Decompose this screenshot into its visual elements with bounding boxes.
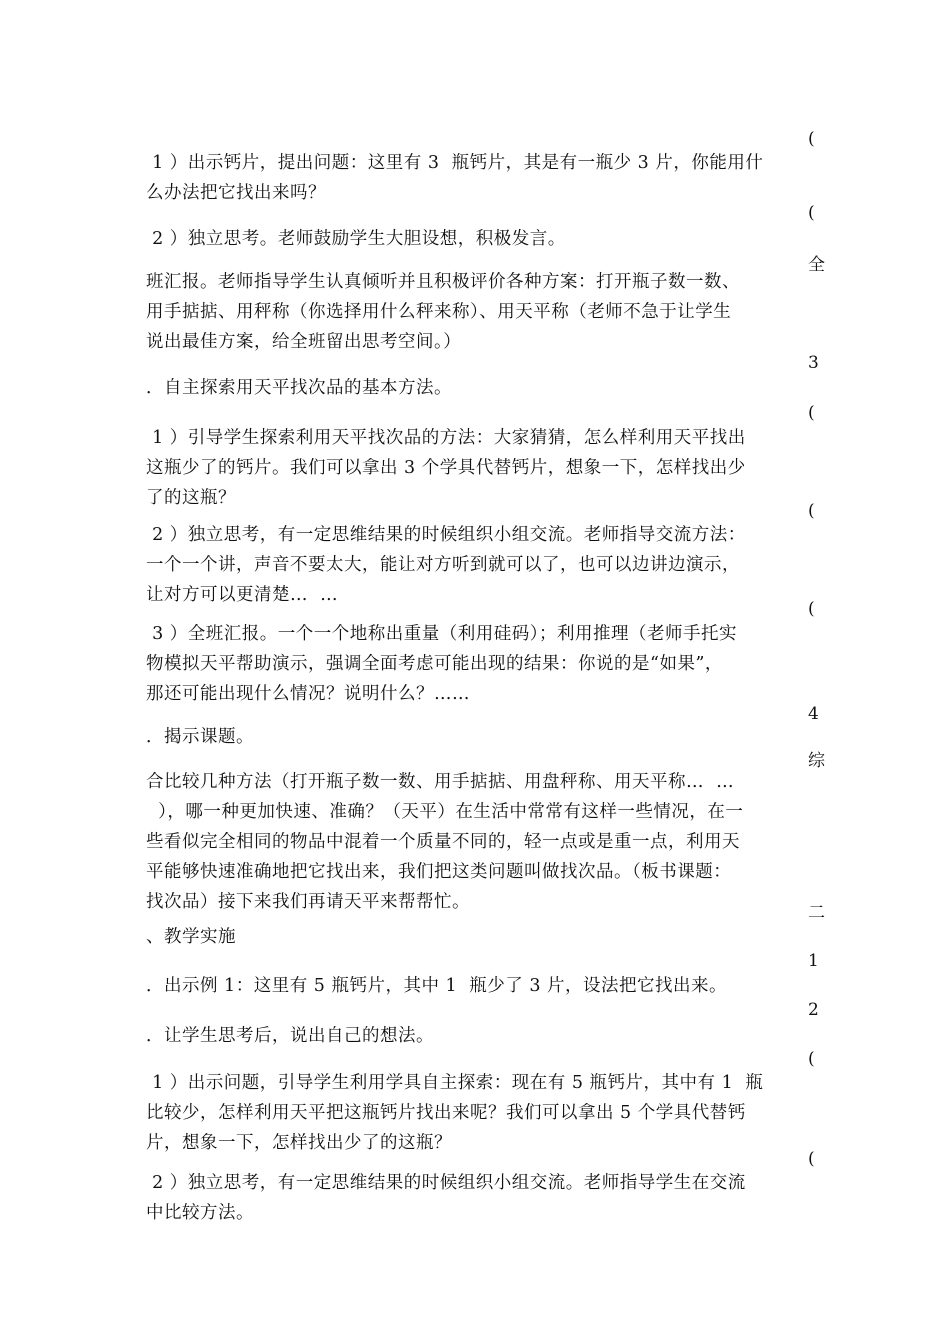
paragraph-marker: 全 [808, 255, 825, 275]
paragraph-text: 合比较几种方法（打开瓶子数一数、用手掂掂、用盘秤称、用天平称… … ），哪一种更加快速、准确？（天平）在生活中常常有这样一些情况，在一 些看似完全相同的物品中混着一个质量不同的，轻一点或是重一点，利用天 平能够快速准确地把它找出来，我们把这类问题叫做找次品。（板书课题： 找次品）接下来我们再请天平来帮帮忙。 [146, 772, 744, 912]
paragraph-marker: ( [808, 129, 815, 149]
paragraph-text: 2 ）独立思考。老师鼓励学生大胆设想，积极发言。 [146, 229, 566, 249]
paragraph-text: 1 ）引导学生探索利用天平找次品的方法：大家猜猜，怎么样利用天平找出 这瓶少了的钙片。我们可以拿出 3 个学具代替钙片，想象一下，怎样找出少 了的这瓶？ [146, 428, 746, 508]
paragraph-marker: ( [808, 1149, 815, 1169]
paragraph-marker: ( [808, 501, 815, 521]
paragraph-marker: 二 [808, 903, 825, 923]
paragraph-text: ．揭示课题。 [146, 727, 254, 747]
paragraph-marker: ( [808, 403, 815, 423]
paragraph-text: 班汇报。老师指导学生认真倾听并且积极评价各种方案：打开瓶子数一数、 用手掂掂、用秤称（你选择用什么秤来称）、用天平称（老师不急于让学生 说出最佳方案，给全班留出思考空间。） [146, 272, 740, 352]
paragraph-text: ．让学生思考后，说出自己的想法。 [146, 1026, 434, 1046]
paragraph-text: ．出示例 1：这里有 5 瓶钙片，其中 1 瓶少了 3 片，设法把它找出来。 [146, 976, 728, 996]
paragraph-marker: 综 [808, 751, 825, 771]
paragraph-text: 1 ）出示钙片，提出问题：这里有 3 瓶钙片，其是有一瓶少 3 片，你能用什 么办法把它找出来吗？ [146, 153, 764, 203]
paragraph-text: ．自主探索用天平找次品的基本方法。 [146, 378, 452, 398]
paragraph-marker: ( [808, 599, 815, 619]
paragraph-marker: 4 [808, 704, 819, 724]
paragraph-text: 2 ）独立思考，有一定思维结果的时候组织小组交流。老师指导交流方法： 一个一个讲，声音不要太大，能让对方听到就可以了，也可以边讲边演示， 让对方可以更清楚… … [146, 525, 746, 605]
paragraph-marker: ( [808, 1049, 815, 1069]
paragraph-text: 1 ）出示问题，引导学生利用学具自主探索：现在有 5 瓶钙片，其中有 1 瓶 比较少，怎样利用天平把这瓶钙片找出来呢？我们可以拿出 5 个学具代替钙 片，想象一下，怎样找出少了的这瓶？ [146, 1073, 764, 1153]
paragraph-marker: ( [808, 203, 815, 223]
paragraph-marker: 1 [808, 951, 819, 971]
paragraph-marker: 2 [808, 1000, 819, 1020]
paragraph-marker: 3 [808, 353, 819, 373]
paragraph-text: 3 ）全班汇报。一个一个地称出重量（利用硅码）；利用推理（老师手托实 物模拟天平帮助演示，强调全面考虑可能出现的结果：你说的是“如果”， 那还可能出现什么情况？说明什么？…… [146, 624, 738, 704]
paragraph-text: 、教学实施 [146, 927, 236, 947]
paragraph-text: 2 ）独立思考，有一定思维结果的时候组织小组交流。老师指导学生在交流 中比较方法。 [146, 1173, 746, 1223]
